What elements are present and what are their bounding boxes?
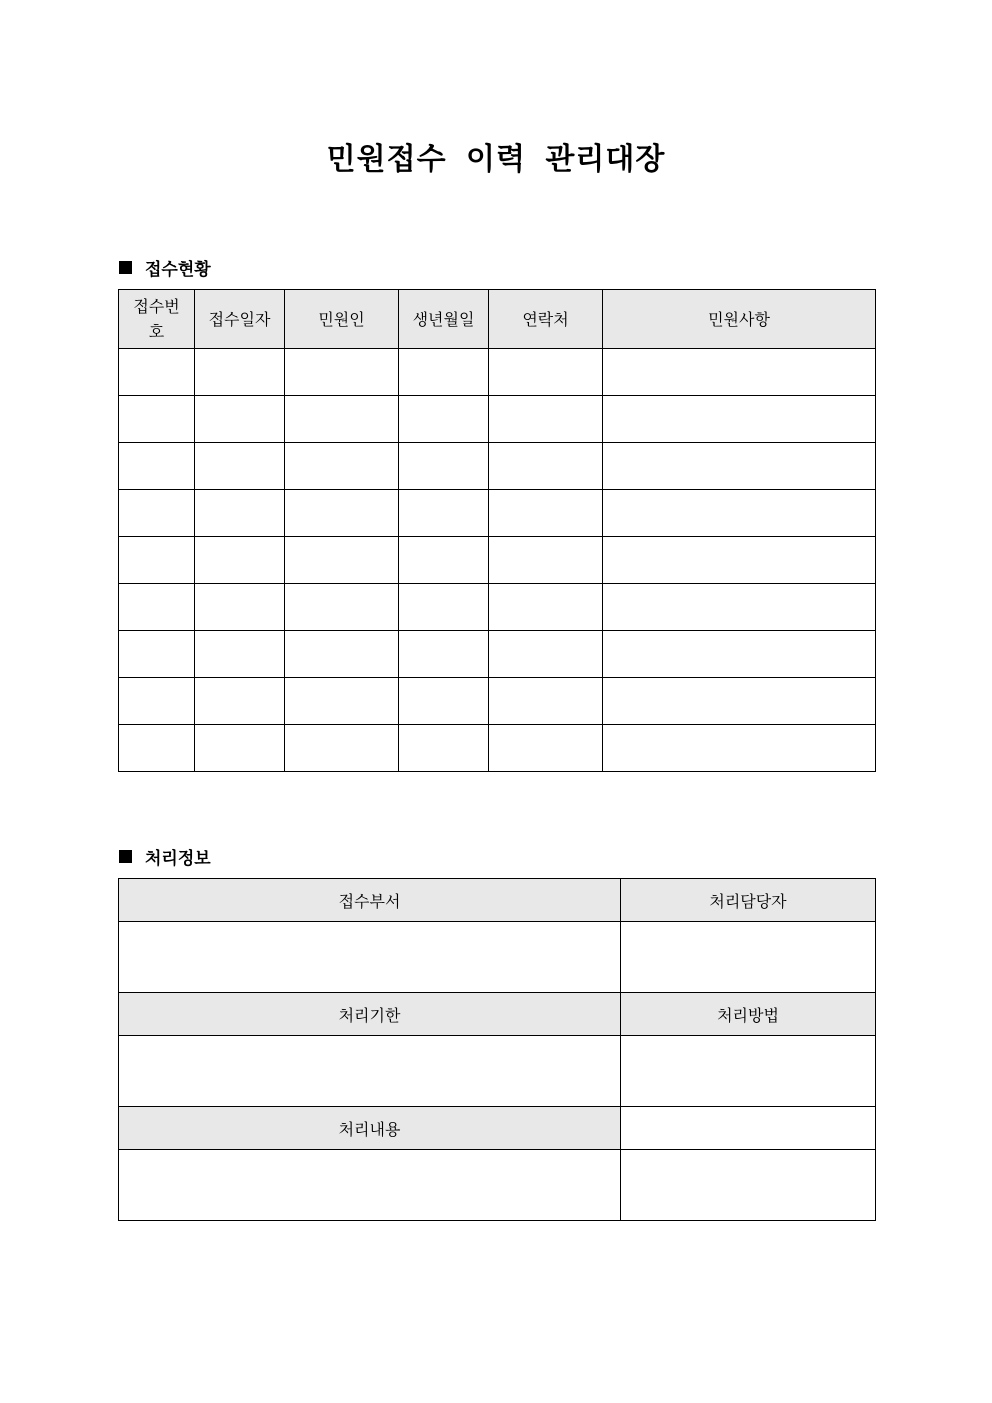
table-cell[interactable]: [285, 537, 399, 584]
document-title: 민원접수 이력 관리대장: [326, 142, 666, 177]
square-bullet-icon: [119, 261, 132, 274]
table-cell[interactable]: [399, 678, 489, 725]
processing-content-cell[interactable]: [119, 1150, 621, 1221]
table-cell[interactable]: [285, 490, 399, 537]
column-header-birthdate: 생년월일: [399, 290, 489, 349]
reception-status-table: [118, 289, 876, 772]
section-label-text: 처리정보: [145, 849, 211, 869]
section-header-reception: [119, 255, 211, 280]
table-cell[interactable]: [195, 537, 285, 584]
table-cell[interactable]: [603, 490, 876, 537]
table-cell[interactable]: [603, 631, 876, 678]
reception-dept-cell[interactable]: [119, 922, 621, 993]
table-cell[interactable]: [285, 396, 399, 443]
table-cell[interactable]: [119, 443, 195, 490]
table-cell[interactable]: [195, 396, 285, 443]
table-cell[interactable]: [195, 443, 285, 490]
table-row: [119, 443, 876, 490]
section-header-processing: [119, 844, 211, 869]
table-row: [119, 537, 876, 584]
table-row: [119, 631, 876, 678]
header-processing-method: 처리방법: [621, 993, 876, 1036]
table-cell[interactable]: [489, 678, 603, 725]
header-processing-deadline: 처리기한: [119, 993, 621, 1036]
table-cell[interactable]: [285, 678, 399, 725]
table-row: [119, 349, 876, 396]
table-cell[interactable]: [119, 725, 195, 772]
processing-deadline-cell[interactable]: [119, 1036, 621, 1107]
table-cell[interactable]: [119, 584, 195, 631]
table-cell[interactable]: [285, 349, 399, 396]
table-cell[interactable]: [399, 443, 489, 490]
header-reception-dept: 접수부서: [119, 879, 621, 922]
table-cell[interactable]: [399, 349, 489, 396]
table-cell[interactable]: [285, 584, 399, 631]
table-cell[interactable]: [119, 678, 195, 725]
table-cell[interactable]: [489, 537, 603, 584]
table-cell[interactable]: [399, 584, 489, 631]
processing-side-cell[interactable]: [621, 1107, 876, 1150]
processing-manager-cell[interactable]: [621, 922, 876, 993]
table-row: [119, 725, 876, 772]
table-cell[interactable]: [195, 678, 285, 725]
table-cell[interactable]: [603, 725, 876, 772]
table-cell[interactable]: [195, 631, 285, 678]
table-cell[interactable]: [195, 490, 285, 537]
section-label-text: 접수현황: [145, 260, 211, 280]
table-cell[interactable]: [119, 490, 195, 537]
table-cell[interactable]: [399, 725, 489, 772]
table-cell[interactable]: [489, 490, 603, 537]
table-cell[interactable]: [399, 490, 489, 537]
column-header-reception-number: 접수번호: [119, 290, 195, 349]
table-cell[interactable]: [489, 631, 603, 678]
table-cell[interactable]: [603, 443, 876, 490]
table-row: [119, 678, 876, 725]
table-row: [119, 396, 876, 443]
processing-method-cell[interactable]: [621, 1036, 876, 1107]
table-cell[interactable]: [489, 443, 603, 490]
table-cell[interactable]: [399, 631, 489, 678]
table-cell[interactable]: [603, 537, 876, 584]
table-cell[interactable]: [285, 725, 399, 772]
table-cell[interactable]: [489, 584, 603, 631]
table-row: [119, 584, 876, 631]
table-cell[interactable]: [399, 396, 489, 443]
table-cell[interactable]: [119, 631, 195, 678]
table-cell[interactable]: [603, 678, 876, 725]
table-cell[interactable]: [399, 537, 489, 584]
table-cell[interactable]: [195, 725, 285, 772]
header-processing-manager: 처리담당자: [621, 879, 876, 922]
table-cell[interactable]: [489, 396, 603, 443]
processing-info-table: [118, 878, 876, 1221]
table-cell[interactable]: [195, 349, 285, 396]
table-cell[interactable]: [285, 631, 399, 678]
column-header-complainant: 민원인: [285, 290, 399, 349]
table-cell[interactable]: [119, 349, 195, 396]
table-cell[interactable]: [603, 396, 876, 443]
table-cell[interactable]: [489, 725, 603, 772]
table-header-row: [119, 290, 876, 349]
table-cell[interactable]: [603, 349, 876, 396]
table-cell[interactable]: [489, 349, 603, 396]
table-cell[interactable]: [119, 537, 195, 584]
table-cell[interactable]: [195, 584, 285, 631]
column-header-contact: 연락처: [489, 290, 603, 349]
table-cell[interactable]: [603, 584, 876, 631]
column-header-reception-date: 접수일자: [195, 290, 285, 349]
column-header-complaint-details: 민원사항: [603, 290, 876, 349]
square-bullet-icon: [119, 850, 132, 863]
header-processing-content: 처리내용: [119, 1107, 621, 1150]
processing-side-cell-2[interactable]: [621, 1150, 876, 1221]
table-cell[interactable]: [285, 443, 399, 490]
table-row: [119, 490, 876, 537]
table-cell[interactable]: [119, 396, 195, 443]
